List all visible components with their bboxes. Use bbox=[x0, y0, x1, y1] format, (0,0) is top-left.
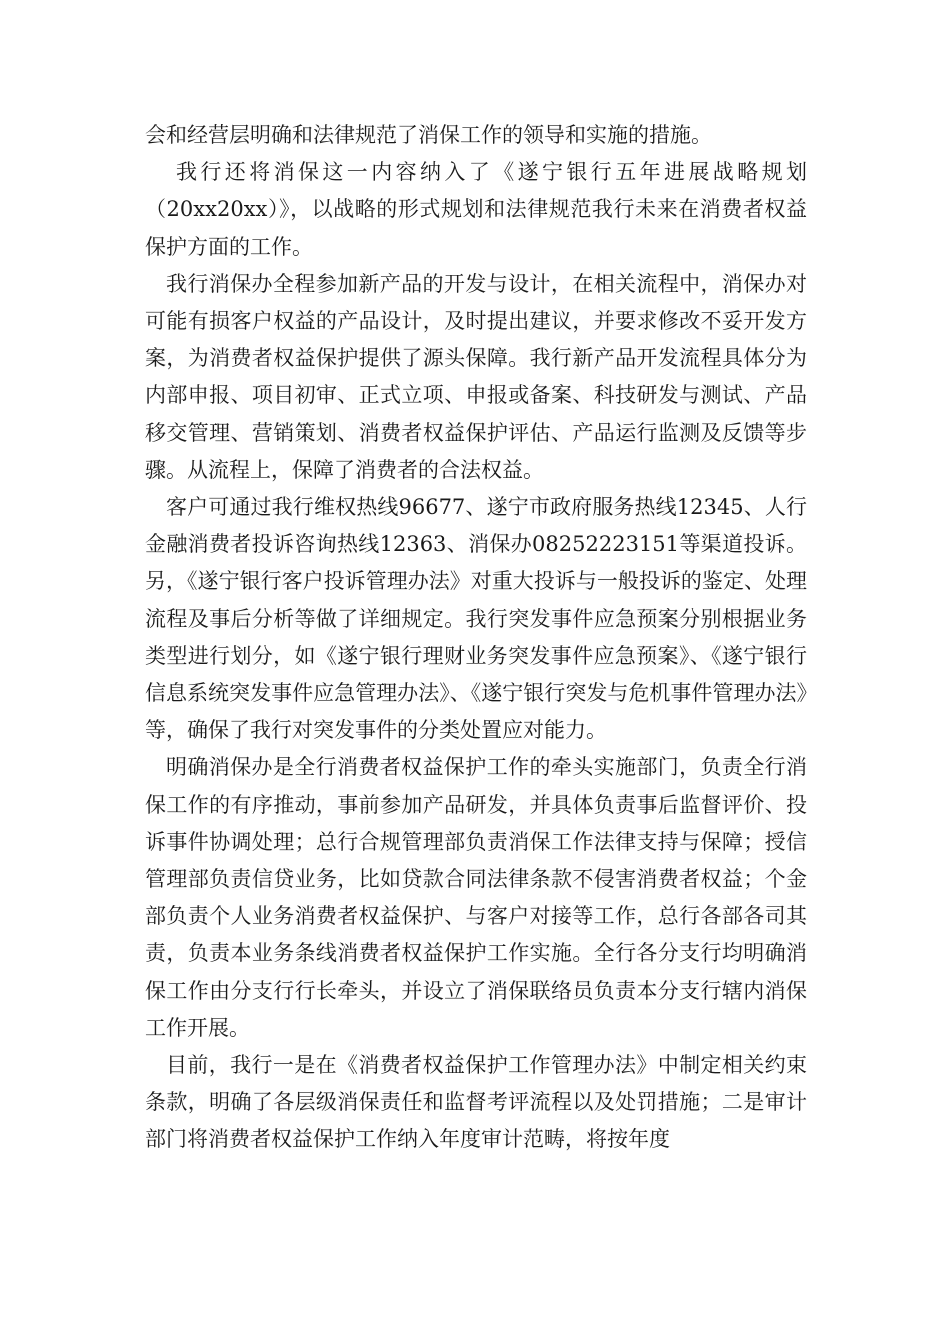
document-body bbox=[145, 117, 807, 1159]
paragraph-2: 我行还将消保这一内容纳入了《遂宁银行五年进展战略规划（20xx20xx）》，以战略的形式规划和法律规范我行未来在消费者权益保护方面的工作。 bbox=[145, 160, 807, 259]
paragraph-3: 我行消保办全程参加新产品的开发与设计，在相关流程中，消保办对可能有损客户权益的产品设计，及时提出建议，并要求修改不妥开发方案，为消费者权益保护提供了源头保障。我行新产品开发流程具体分为内部申报、项目初审、正式立项、申报或备案、科技研发与测试、产品移交管理、营销策划、消费者权益保护评估、产品运行监测及反馈等步骤。从流程上，保障了消费者的合法权益。 bbox=[145, 271, 807, 482]
paragraph-1: 会和经营层明确和法律规范了消保工作的领导和实施的措施。 bbox=[145, 123, 712, 147]
paragraph-6: 目前，我行一是在《消费者权益保护工作管理办法》中制定相关约束条款，明确了各层级消保责任和监督考评流程以及处罚措施；二是审计部门将消费者权益保护工作纳入年度审计范畴，将按年度 bbox=[145, 1053, 807, 1152]
paragraph-4: 客户可通过我行维权热线96677、遂宁市政府服务热线12345、人行金融消费者投诉咨询热线12363、消保办08252223151等渠道投诉。另，《遂宁银行客户投诉管理办法》对重大投诉与一般投诉的鉴定、处理流程及事后分析等做了详细规定。我行突发事件应急预案分别根据业务类型进行划分，如《遂宁银行理财业务突发事件应急预案》、《遂宁银行信息系统突发事件应急管理办法》、《遂宁银行突发与危机事件管理办法》等，确保了我行对突发事件的分类处置应对能力。 bbox=[145, 495, 807, 743]
paragraph-5: 明确消保办是全行消费者权益保护工作的牵头实施部门，负责全行消保工作的有序推动，事前参加产品研发，并具体负责事后监督评价、投诉事件协调处理；总行合规管理部负责消保工作法律支持与保障；授信管理部负责信贷业务，比如贷款合同法律条款不侵害消费者权益；个金部负责个人业务消费者权益保护、与客户对接等工作，总行各部各司其责，负责本业务条线消费者权益保护工作实施。全行各分支行均明确消保工作由分支行行长牵头，并设立了消保联络员负责本分支行辖内消保工作开展。 bbox=[145, 755, 807, 1040]
